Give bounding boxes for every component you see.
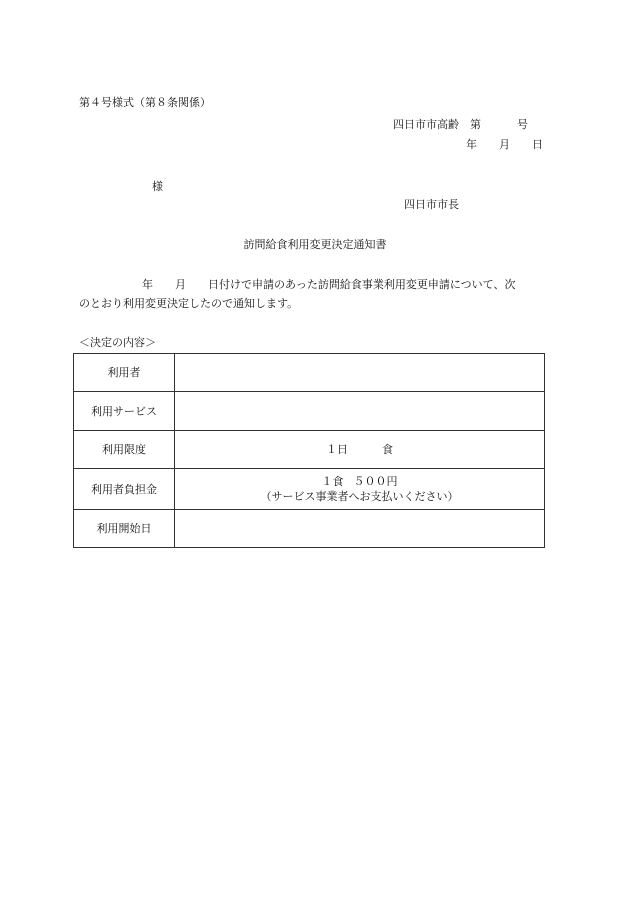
- issuer: 四日市市長: [404, 198, 459, 211]
- document-number-go: 号: [517, 118, 528, 131]
- limit-per-day: １日: [326, 443, 348, 456]
- table-row: [74, 354, 545, 392]
- row-value-start-date: [175, 510, 545, 548]
- table-row: [74, 392, 545, 431]
- document-number-line: [393, 118, 528, 132]
- table-row: [74, 510, 545, 548]
- row-label-charge: 利用者負担金: [74, 469, 175, 510]
- section-heading: ＜決定の内容＞: [79, 336, 156, 349]
- body-text-line-1: [142, 278, 515, 292]
- row-value-limit: [175, 431, 545, 469]
- row-label-start-date: 利用開始日: [74, 510, 175, 548]
- body-year: 年: [142, 278, 153, 291]
- form-number: 第４号様式（第８条関係）: [79, 96, 211, 109]
- date-year: 年: [466, 138, 477, 151]
- date-day: 日: [532, 138, 543, 151]
- charge-note: （サービス事業者へお支払いください）: [260, 490, 459, 503]
- row-label-user: 利用者: [74, 354, 175, 392]
- limit-unit: 食: [382, 443, 393, 456]
- table-row: [74, 469, 545, 510]
- addressee: 様: [152, 180, 163, 193]
- charge-per-meal: １食: [321, 475, 344, 488]
- decision-table: [73, 353, 545, 548]
- date-month: 月: [499, 138, 510, 151]
- row-value-user: [175, 354, 545, 392]
- body-line1-rest: 日付けで申請のあった訪問給食事業利用変更申請について、次: [208, 278, 516, 291]
- charge-price: ５００円: [353, 475, 398, 488]
- charge-amount: [175, 474, 544, 489]
- body-month: 月: [175, 278, 186, 291]
- document-title: 訪問給食利用変更決定通知書: [243, 238, 387, 251]
- issue-date-line: [466, 138, 543, 152]
- table-row: [74, 431, 545, 469]
- document-number-prefix: 四日市市高齢: [393, 118, 459, 131]
- row-label-service: 利用サービス: [74, 392, 175, 431]
- row-value-charge: [175, 469, 545, 510]
- row-value-service: [175, 392, 545, 431]
- document-number-dai: 第: [470, 118, 481, 131]
- body-text-line-2: のとおり利用変更決定したので通知します。: [79, 297, 299, 310]
- row-label-limit: 利用限度: [74, 431, 175, 469]
